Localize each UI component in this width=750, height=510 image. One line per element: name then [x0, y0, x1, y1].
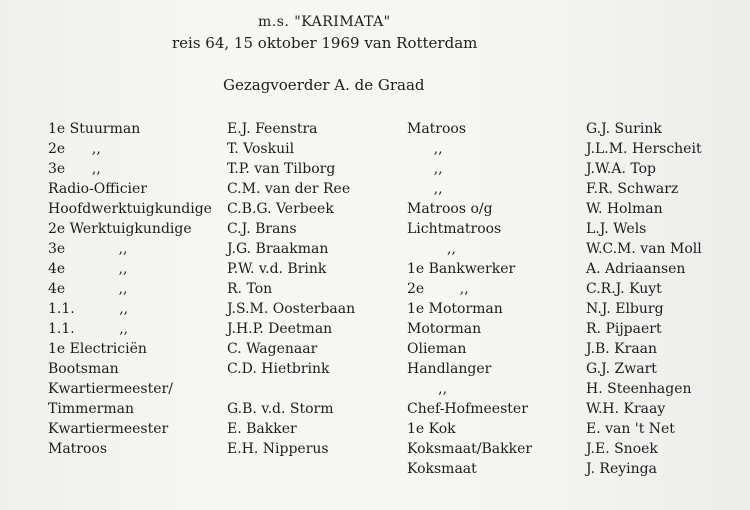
crew-name: J.W.A. Top: [586, 161, 657, 177]
rank-entry: 4e ,,: [48, 261, 128, 277]
rank-entry: 1.1. ,,: [48, 321, 129, 337]
rank-entry: 2e ,,: [407, 281, 469, 297]
ranks-column-right: [407, 119, 532, 479]
rank-entry: Matroos o/g: [407, 201, 493, 217]
crew-name: C.D. Hietbrink: [227, 361, 330, 377]
rank-entry: 2e ,,: [48, 141, 101, 157]
rank-entry: 3e ,,: [48, 161, 101, 177]
crew-name: J.H.P. Deetman: [227, 321, 333, 337]
rank-entry: 1e Stuurman: [48, 121, 141, 137]
crew-name: R. Ton: [227, 281, 273, 297]
names-column-left: [227, 119, 355, 459]
rank-entry: Radio-Officier: [48, 181, 148, 197]
rank-entry: 2e Werktuigkundige: [48, 221, 192, 237]
rank-entry: Olieman: [407, 341, 467, 357]
crew-name: [227, 379, 355, 399]
rank-entry: 4e ,,: [48, 281, 128, 297]
rank-entry: Timmerman: [48, 401, 134, 417]
rank-entry: Kwartiermeester: [48, 421, 169, 437]
rank-entry: Matroos: [48, 441, 108, 457]
crew-name: C.M. van der Ree: [227, 181, 351, 197]
ship-name: m.s. "KARIMATA": [258, 14, 391, 30]
crew-name: H. Steenhagen: [586, 381, 692, 397]
rank-entry: 3e ,,: [48, 241, 128, 257]
rank-entry: Koksmaat/Bakker: [407, 441, 533, 457]
rank-entry: Chef-Hofmeester: [407, 401, 528, 417]
crew-name: E. van 't Net: [586, 421, 675, 437]
crew-name: C. Wagenaar: [227, 341, 318, 357]
voyage-details: reis 64, 15 oktober 1969 van Rotterdam: [172, 34, 478, 52]
crew-name: G.B. v.d. Storm: [227, 401, 334, 417]
rank-entry: 1.1. ,,: [48, 301, 129, 317]
crew-name: R. Pijpaert: [586, 321, 662, 337]
rank-entry: Handlanger: [407, 361, 492, 377]
rank-entry: Koksmaat: [407, 461, 477, 477]
ranks-column-left: [48, 119, 212, 459]
crew-name: F.R. Schwarz: [586, 181, 679, 197]
rank-entry: ,,: [407, 181, 443, 197]
rank-entry: ,,: [407, 241, 456, 257]
rank-entry: Motorman: [407, 321, 482, 337]
crew-name: W. Holman: [586, 201, 663, 217]
names-column-right: [586, 119, 702, 479]
rank-entry: Lichtmatroos: [407, 221, 502, 237]
rank-entry: 1e Bankwerker: [407, 261, 516, 277]
rank-entry: ,,: [407, 141, 443, 157]
rank-entry: ,,: [407, 161, 443, 177]
crew-name: T.P. van Tilborg: [227, 161, 336, 177]
crew-name: C.R.J. Kuyt: [586, 281, 662, 297]
crew-name: J.L.M. Herscheit: [586, 141, 702, 157]
crew-name: W.C.M. van Moll: [586, 241, 702, 257]
crew-name: T. Voskuil: [227, 141, 295, 157]
crew-name: J. Reyinga: [586, 461, 657, 477]
crew-name: J.B. Kraan: [586, 341, 658, 357]
rank-entry: 1e Kok: [407, 421, 456, 437]
crew-name: L.J. Wels: [586, 221, 647, 237]
crew-name: P.W. v.d. Brink: [227, 261, 327, 277]
crew-name: C.J. Brans: [227, 221, 297, 237]
crew-name: N.J. Elburg: [586, 301, 664, 317]
rank-entry: Hoofdwerktuigkundige: [48, 201, 212, 217]
captain-line: Gezagvoerder A. de Graad: [223, 76, 425, 94]
rank-entry: Matroos: [407, 121, 467, 137]
rank-entry: 1e Electriciën: [48, 341, 147, 357]
crew-name: C.B.G. Verbeek: [227, 201, 334, 217]
crew-name: J.E. Snoek: [586, 441, 658, 457]
rank-entry: Kwartiermeester/: [48, 381, 173, 397]
crew-name: E.J. Feenstra: [227, 121, 318, 137]
crew-name: A. Adriaansen: [586, 261, 686, 277]
rank-entry: ,,: [407, 381, 448, 397]
crew-name: W.H. Kraay: [586, 401, 666, 417]
crew-name: G.J. Zwart: [586, 361, 657, 377]
crew-name: J.G. Braakman: [227, 241, 329, 257]
rank-entry: Bootsman: [48, 361, 119, 377]
crew-name: J.S.M. Oosterbaan: [227, 301, 356, 317]
crew-name: E.H. Nipperus: [227, 441, 329, 457]
rank-entry: 1e Motorman: [407, 301, 503, 317]
crew-name: G.J. Surink: [586, 121, 662, 137]
crew-name: E. Bakker: [227, 421, 297, 437]
